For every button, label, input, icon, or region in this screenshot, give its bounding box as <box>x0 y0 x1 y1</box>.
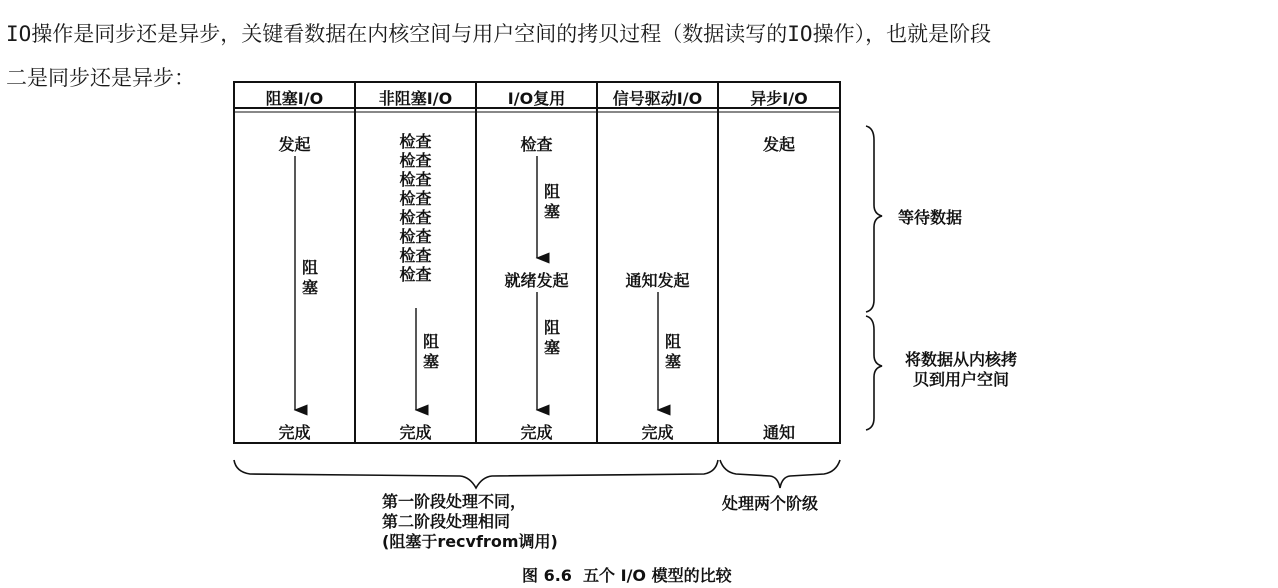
brace-bottom-right <box>720 460 840 488</box>
header-io-multiplexing: I/O复用 <box>507 89 566 108</box>
figure-caption: 图 6.6 五个 I/O 模型的比较 <box>522 566 732 585</box>
col2-block: 阻塞 <box>422 332 439 371</box>
col2-check: 检查 <box>399 208 432 227</box>
col5-start: 发起 <box>762 135 795 154</box>
brace-copy <box>866 316 882 430</box>
note-line-2: 第二阶段处理相同 <box>382 512 511 531</box>
col3-block-1: 阻塞 <box>543 182 560 221</box>
col2-check: 检查 <box>399 151 432 170</box>
note-two-stages: 处理两个阶级 <box>722 494 819 513</box>
col2-check: 检查 <box>399 246 432 265</box>
brace-bottom-left <box>234 460 718 488</box>
header-signal-driven-io: 信号驱动I/O <box>612 89 703 108</box>
col2-check: 检查 <box>399 170 432 189</box>
col2-check: 检查 <box>399 227 432 246</box>
col4-end: 完成 <box>641 423 674 442</box>
col3-mid: 就绪发起 <box>504 271 569 290</box>
col2-check: 检查 <box>399 265 432 284</box>
label-copy-data <box>886 350 1036 390</box>
header-nonblocking-io: 非阻塞I/O <box>378 89 453 108</box>
header-async-io: 异步I/O <box>750 89 808 108</box>
paragraph-line-2: 二是同步还是异步： <box>6 66 195 90</box>
note-stage-difference <box>382 492 558 552</box>
col2-check: 检查 <box>399 189 432 208</box>
col4-mid: 通知发起 <box>625 271 690 290</box>
col1-block: 阻塞 <box>301 258 318 297</box>
label-copy-line-2: 贝到用户空间 <box>912 370 1009 389</box>
col4-block: 阻塞 <box>664 332 681 371</box>
brace-wait <box>866 126 882 312</box>
note-line-3: (阻塞于recvfrom调用) <box>382 532 558 551</box>
col3-end: 完成 <box>520 423 553 442</box>
col5-end: 通知 <box>762 423 795 442</box>
paragraph-line-1: IO操作是同步还是异步，关键看数据在内核空间与用户空间的拷贝过程（数据读写的IO操作），也就是阶段 <box>6 22 992 46</box>
header-blocking-io: 阻塞I/O <box>265 89 324 108</box>
note-line-1: 第一阶段处理不同， <box>382 492 527 511</box>
col2-end: 完成 <box>399 423 432 442</box>
label-wait-data: 等待数据 <box>897 208 962 227</box>
col2-check-stack <box>355 132 476 284</box>
col1-end: 完成 <box>278 423 311 442</box>
col3-start: 检查 <box>520 135 553 154</box>
col1-start: 发起 <box>278 135 311 154</box>
col2-check: 检查 <box>399 132 432 151</box>
label-copy-line-1: 将数据从内核拷 <box>904 350 1017 369</box>
col3-block-2: 阻塞 <box>543 318 560 357</box>
